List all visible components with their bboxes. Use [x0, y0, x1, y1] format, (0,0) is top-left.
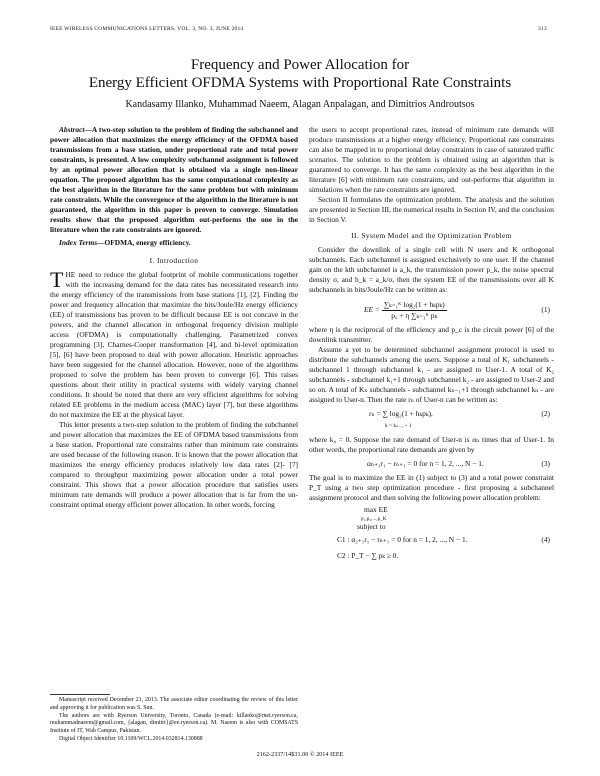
footnote-received: Manuscript received December 21, 2013. The associate editor coordinating the review of this letter and approving it for publication was S. Sun.	[50, 697, 298, 711]
index-terms-text: OFDMA, energy efficiency.	[104, 238, 191, 247]
right-paragraph-1: the users to accept proportional rates, instead of minimum rate demands will produce transmissions at a higher energy efficiency. Proportional rate constraints can also be mapped in to proportional delay constraints in case of saturated traffic scenarios. The solution to the problem is obtained using an algorithm that is guaranteed to converge. It has the same complexity as the best algorithm in the literature [6] with minimum rate constraints, and out-performs that algorithm in simulations when the rate constraints are ignored.	[309, 125, 554, 194]
index-terms	[50, 238, 298, 248]
footnote-rule	[50, 694, 110, 695]
opt-objective: max EE	[364, 505, 388, 514]
constraint-c2: C2 : P_T − ∑ pₖ ≥ 0.	[337, 551, 399, 560]
eq2-tag: (2)	[541, 409, 550, 418]
section-heading-system-model: II. System Model and the Optimization Problem	[351, 231, 512, 240]
right-column	[309, 125, 554, 567]
eq2-lower-limit: k = kₙ₋₁ + 1	[385, 423, 412, 429]
eq1-fraction	[382, 300, 447, 321]
intro-p1-text: HE need to reduce the global footprint of mobile communications together with the increasing demand for the data rates has necessitated research into the energy efficiency of the transmissions from base stations [1], [2]. Finding the power and frequency allocation that maximize the bits/Joule/Hz energy efficiency (EE) of transmissions has proven to be difficult because EE is not concave in the powers, and the channel allocation in orthogonal frequency division multiple access (OFDMA) is computationally challenging. Parametrized convex programming [3], Charnes-Cooper transformation [4], and bi-level optimization [5], [6] have been proposed to deal with power allocation. Heuristic approaches have been suggested for the channel allocation. However, none of the algorithms proposed to solve the problem has been proven to converge [6]. This raises questions about their utility in practical systems with widely varying channel conditions. It should be noted that there are very efficient algorithms for solving related EE problems in the medium access (MAC) layer [7], but these algorithms do not maximize the EE at the physical layer.	[50, 270, 298, 419]
opt-subject-to: subject to	[357, 522, 386, 531]
right-paragraph-3: Consider the downlink of a single cell with N users and K orthogonal subchannels. Each subchannel is assigned exclusively to one user. If the channel gain on the kth subchannel is a_k, the transmission power p_k, the noise spectral density σ, and h_k = a_k/σ, then the system EE of the transmissions over all K subchannels in bits/Joule/Hz can be written as:	[309, 245, 554, 294]
eq1-denominator: p꜀ + η ∑ₖ₌₁ᴷ pₖ	[391, 311, 438, 320]
equation-1	[309, 297, 554, 323]
footnote	[50, 697, 298, 744]
right-paragraph-5: Assume a yet to be determined subchannel assignment protocol is used to distribute the subchannels among the users. Suppose a total of K₁ subchannels - subchannel 1 through subchannel k₁ - are assigned to User-1. A total of K₂ subchannels - subchannel k₁+1 through subchannel k₂ - are assigned to User-2 and so on. A total of Kₙ subchannels - subchannel kₙ₋₁+1 through subchannel kₙ - are assigned to User-n. Then the rate rₙ of User-n can be written as:	[309, 345, 554, 404]
left-column	[50, 125, 298, 510]
paper-title-line1: Frequency and Power Allocation for	[190, 57, 410, 73]
right-paragraph-7: The goal is to maximize the EE in (1) subject to (3) and a total power constraint P_T using a two step optimization procedure - first proposing a subchannel assignment protocol and then solving the following power allocation problem:	[309, 473, 554, 502]
footnote-affiliation: The authors are with Ryerson University, Toronto, Canada (e-mail: killanko@rnet.ryerson.ca, muhammadnaeem@gmail.com, {alagan, dimitri}@ee.ryerson.ca). M. Naeem is also with COMSATS Institute of IT, Wah Campus, Pakistan.	[50, 712, 298, 735]
equation-3	[309, 457, 554, 471]
right-paragraph-6: where k₀ = 0. Suppose the rate demand of User-n is αₙ times that of User-1. In other words, the proportional rate demands are given by	[309, 435, 554, 454]
page-number: 313	[538, 26, 547, 32]
intro-paragraph-1	[50, 267, 298, 420]
eq3-body: αₙ₊₁r₁ − rₙ₊₁ = 0 for n = 1, 2, ..., N − 1.	[367, 459, 484, 468]
eq3-tag: (3)	[541, 459, 550, 468]
intro-paragraph-2: This letter presents a two-step solution to the problem of finding the subchannel and power allocation that maximizes the EE of OFDMA based transmissions from a base station. Proportional rate constraints rather than minimum rate constraints are used because of the following reason. It is known that the power allocation that maximizes the energy efficiency produces relatively low data rates [2]- [7] compared to throughput maximizing power allocation under a total power constraint. This shows that a power allocation procedure that satisfies users minimum rate demands will produce a power allocation that is far from the un-constraint optimal energy efficient power allocation. In other words, forcing	[50, 420, 298, 509]
right-paragraph-2: Section II formulates the optimization problem. The analysis and the solution are presented in Section III, the numerical results in Section IV, and the conclusion in Section V.	[309, 195, 554, 224]
eq1-lhs: EE =	[364, 305, 380, 315]
equation-2	[309, 407, 554, 433]
section-heading-intro: I. Introduction	[149, 256, 199, 265]
footnote-doi: Digital Object Identifier 10.1109/WCL.2014.032814.130888	[59, 735, 203, 742]
eq1-numerator: ∑ₖ₌₁ᴷ log₂(1 + hₖpₖ)	[383, 300, 445, 309]
abstract-label: Abstract—	[59, 125, 92, 134]
constraint-c1: C1 : α₂₊₁r₁ − rₙ₊₁ = 0 for n = 1, 2, ..., N − 1.	[337, 535, 468, 544]
constraint-c1-tag: (4)	[541, 535, 550, 544]
running-header: IEEE WIRELESS COMMUNICATIONS LETTERS, VOL. 3, NO. 3, JUNE 2014	[50, 26, 244, 32]
opt-variables: p₁,p₂,...,p_K	[361, 516, 387, 522]
eq2-body: rₙ = ∑ log₂(1 + hₖpₖ),	[369, 409, 433, 418]
right-paragraph-4: where η is the reciprocal of the efficiency and p_c is the circuit power [6] of the downlink transmitter.	[309, 325, 554, 344]
index-terms-label: Index Terms—	[59, 238, 105, 247]
abstract	[50, 125, 298, 235]
optimization-problem	[309, 505, 554, 567]
author-list: Kandasamy Illanko, Muhammad Naeem, Alagan Anpalagan, and Dimitrios Androutsos	[125, 99, 475, 110]
abstract-text: A two-step solution to the problem of finding the subchannel and power allocation that maximizes the energy efficiency of the OFDMA based transmissions from a base station, under proportional rate and total power constraints, is presented. A low complexity subchannel assignment is followed by an optimal power allocation that is obtained via a single non-linear equation. The proposed algorithm has the same computational complexity as the best algorithm in the literature for the same problem but with minimum rate constraints. While the convergence of the algorithm in the literature is not guaranteed, the algorithm in this paper is proven to converge. Simulation results show that the proposed algorithm out-performs the one in the literature when the rate constraints are ignored.	[50, 125, 298, 234]
copyright-line: 2162-2337/14$31.00 © 2014 IEEE	[256, 751, 344, 758]
eq1-tag: (1)	[541, 305, 550, 314]
paper-title-line2: Energy Efficient OFDMA Systems with Proportional Rate Constraints	[88, 75, 512, 91]
drop-cap: T	[50, 267, 64, 292]
